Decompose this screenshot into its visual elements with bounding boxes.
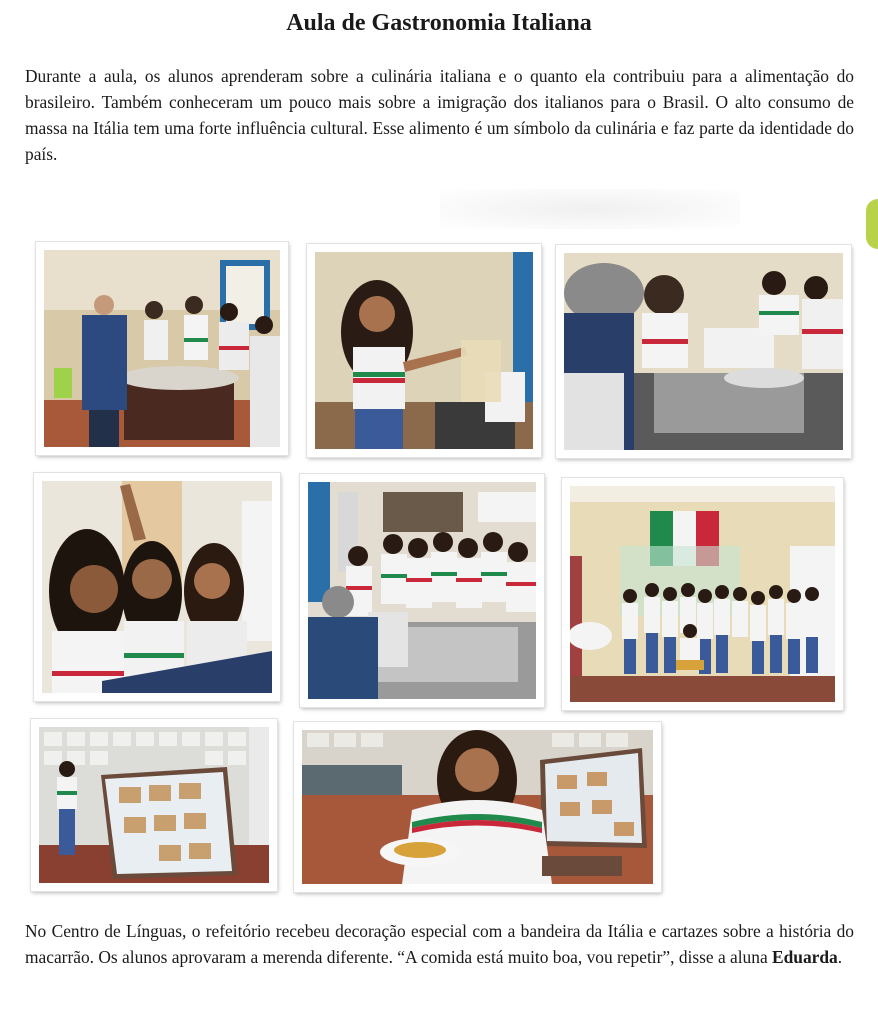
photo-girl-holding-fresh-pasta: [307, 244, 541, 457]
outro-text: No Centro de Línguas, o refeitório recebeu decoração especial com a bandeira da Itália e cartazes sobre a história do macarrão. Os alunos aprovaram a merenda diferente. “A comida está muito boa, vou repetir”, disse a aluna: [25, 921, 854, 967]
intro-paragraph: Durante a aula, os alunos aprenderam sobre a culinária italiana e o quanto ela contribuiu para a alimentação do brasileiro. Também conheceram um pouco mais sobre a imigração dos italianos para o Brasil. O alto consumo de massa na Itália tem uma forte influência cultural. Esse alimento é um símbolo da culinária e faz parte da identidade do país.: [25, 66, 854, 164]
photo-group-photo-with-italian-flag: [562, 478, 843, 710]
student-name: Eduarda: [772, 947, 838, 967]
page-title: Aula de Gastronomia Italiana: [286, 10, 592, 36]
photo-girls-laughing-selfie: [34, 473, 280, 701]
outro-end: .: [837, 947, 843, 967]
outro-paragraph: [25, 918, 854, 970]
photo-student-viewing-posters: [31, 719, 277, 891]
photo-girl-with-pasta-plate: [294, 722, 661, 892]
photo-students-and-teacher-at-table: [36, 242, 288, 455]
photo-students-making-pasta: [556, 245, 851, 458]
photo-group-around-pasta-machine: [300, 474, 544, 707]
scan-shadow: [440, 189, 740, 229]
page-edge-tab: [866, 199, 878, 249]
